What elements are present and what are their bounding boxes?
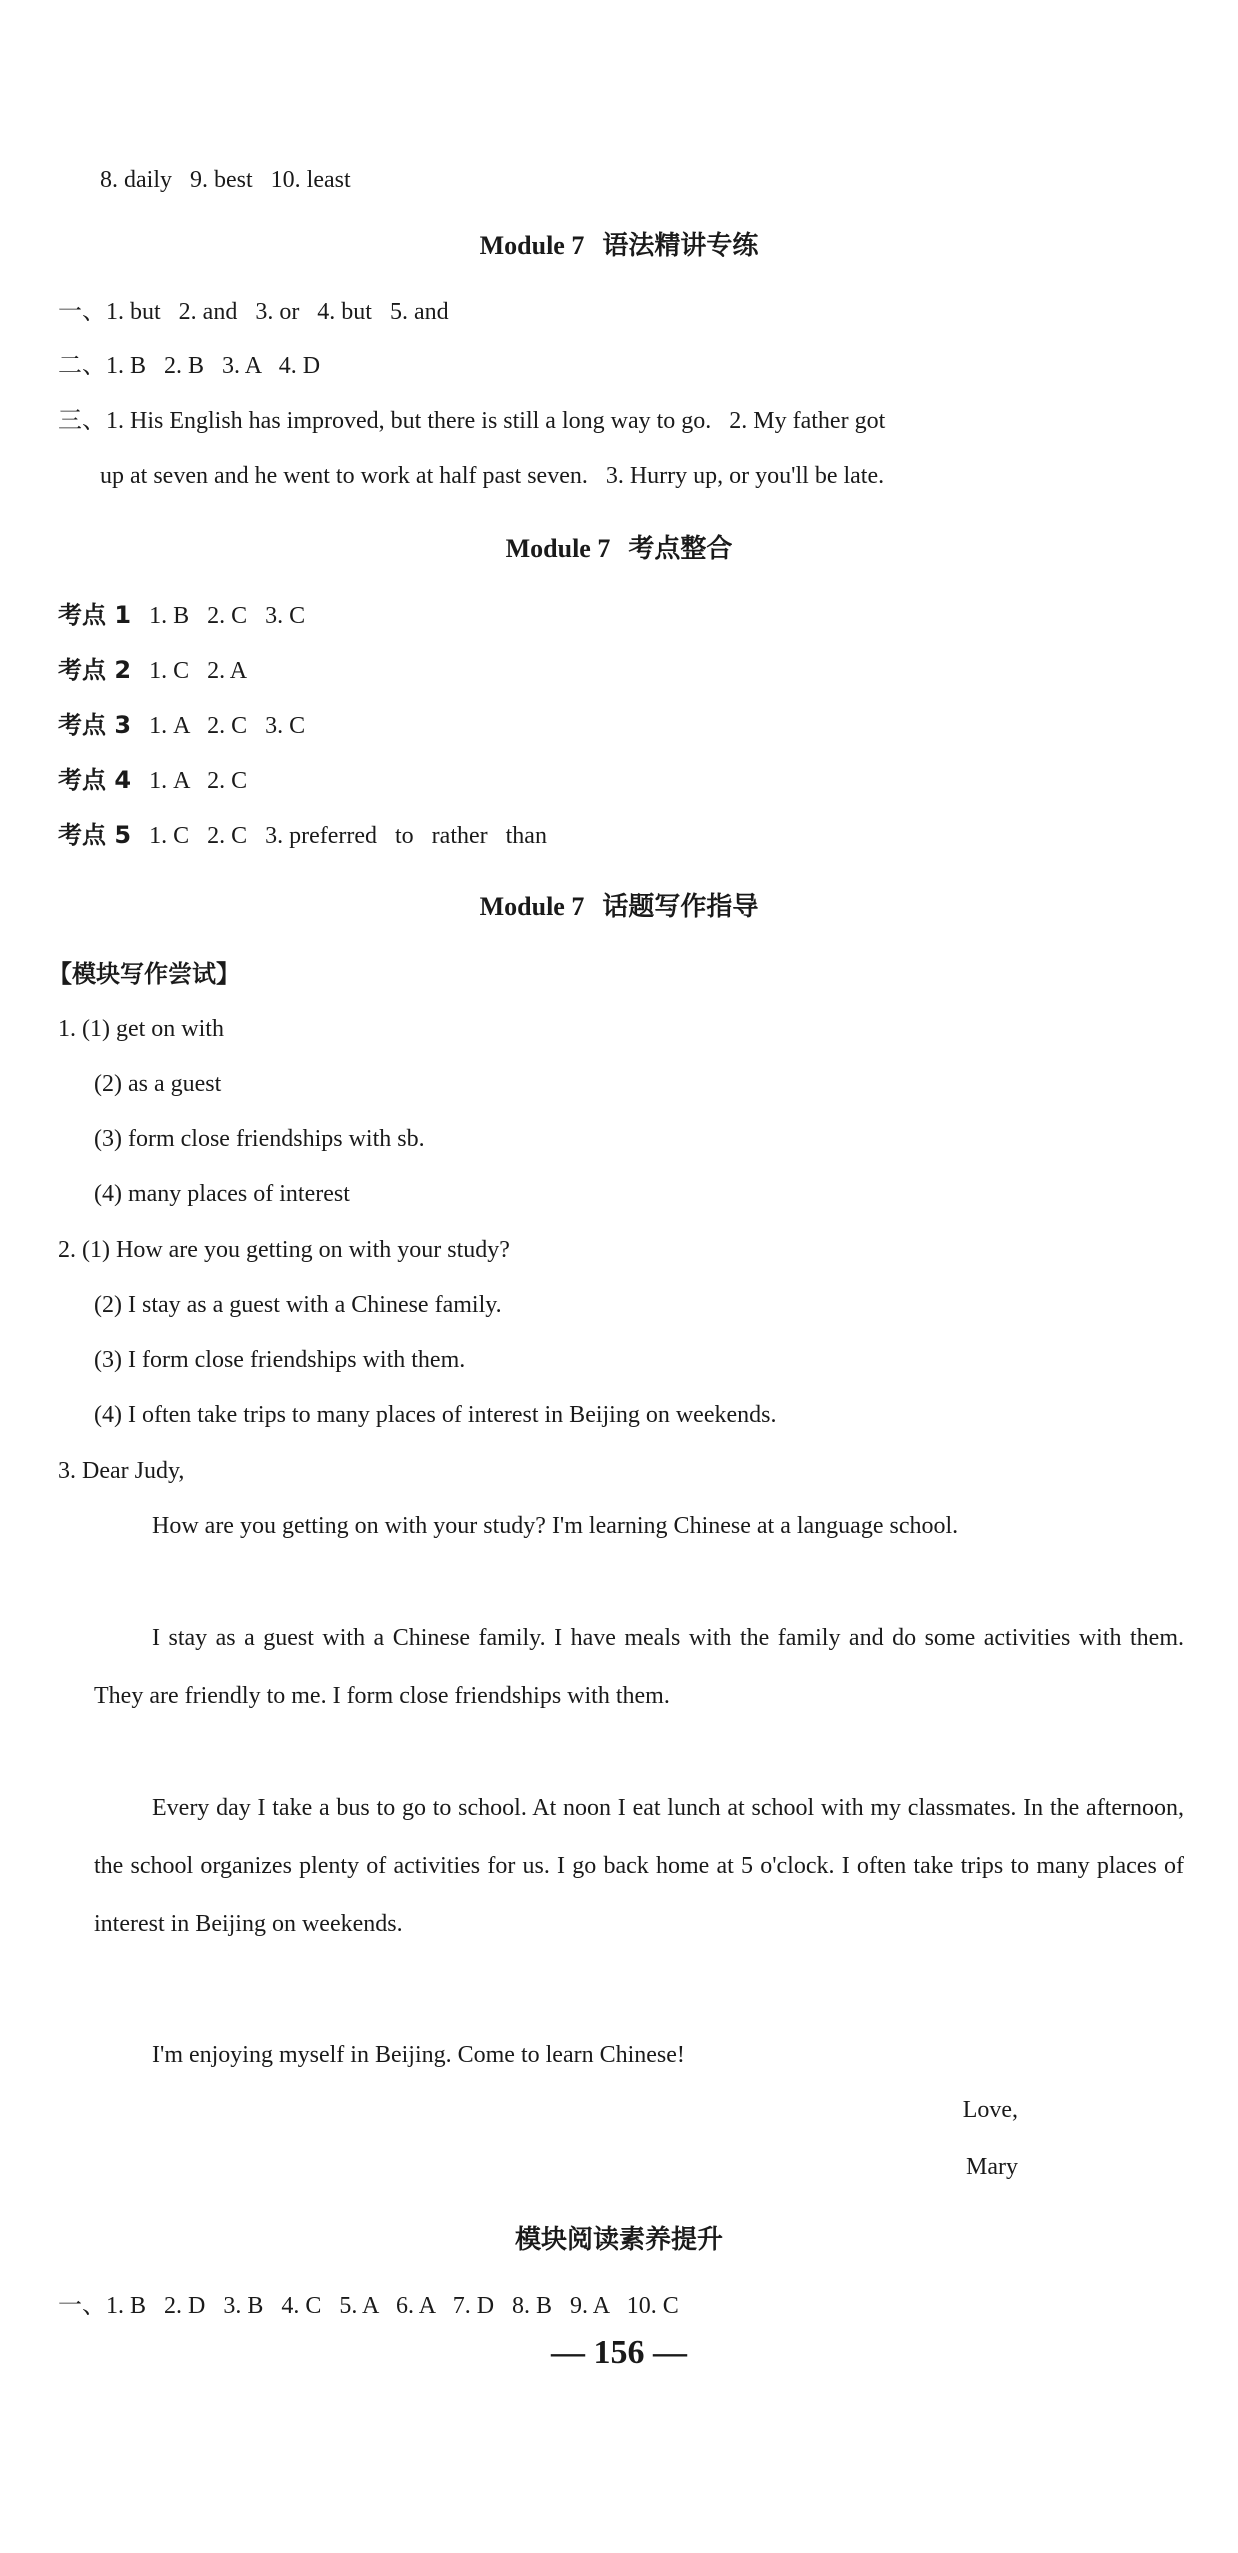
module-label: Module 7 (479, 892, 585, 921)
letter-paragraph: How are you getting on with your study? I'm learning Chinese at a language school. (152, 1513, 959, 1539)
keypoint-row (58, 599, 305, 632)
reading-answer-line: 一、1. B 2. D 3. B 4. C 5. A 6. A 7. D 8. B 9. A 10. C (58, 2293, 679, 2319)
section-heading-keypoints (0, 532, 1238, 566)
keypoint-answers: 1. C 2. C 3. preferred to rather than (149, 823, 547, 849)
keypoint-answers: 1. A 2. C (149, 768, 248, 794)
letter-paragraph: I'm enjoying myself in Beijing. Come to learn Chinese! (152, 2042, 685, 2068)
keypoint-row (58, 819, 547, 852)
letter-greeting: 3. Dear Judy, (58, 1458, 185, 1484)
q2-line: (2) I stay as a guest with a Chinese family. (94, 1292, 502, 1318)
keypoint-row (58, 709, 305, 742)
section-heading-grammar (0, 229, 1238, 263)
keypoint-label: 考点 5 (58, 821, 132, 849)
q2-line: 2. (1) How are you getting on with your study? (58, 1237, 510, 1263)
section-heading-writing (0, 890, 1238, 924)
section-title: 考点整合 (628, 534, 733, 564)
section-title: 模块阅读素养提升 (514, 2225, 723, 2255)
answer-line: 一、1. but 2. and 3. or 4. but 5. and (58, 299, 449, 325)
module-label: Module 7 (505, 534, 611, 563)
q1-line: 1. (1) get on with (58, 1016, 224, 1042)
q1-line: (2) as a guest (94, 1071, 222, 1097)
answer-line: up at seven and he went to work at half past seven. 3. Hurry up, or you'll be late. (100, 463, 885, 489)
answer-line-top: 8. daily 9. best 10. least (100, 167, 351, 193)
keypoint-row (58, 654, 247, 687)
keypoint-label: 考点 2 (58, 656, 132, 684)
page-number: — 156 — (551, 2334, 687, 2371)
letter-paragraph: I stay as a guest with a Chinese family. I have meals with the family and do some activities with them. They are friendly to me. I form close friendships with them. (94, 1625, 1184, 1709)
keypoint-answers: 1. C 2. A (149, 658, 248, 684)
letter-closing: Love, (962, 2097, 1018, 2123)
keypoint-row (58, 764, 247, 797)
keypoint-label: 考点 4 (58, 766, 132, 794)
answer-line: 二、1. B 2. B 3. A 4. D (58, 353, 321, 379)
section-title: 语法精讲专练 (602, 231, 759, 261)
q2-line: (3) I form close friendships with them. (94, 1347, 466, 1373)
keypoint-label: 考点 3 (58, 711, 132, 739)
letter-paragraph: Every day I take a bus to go to school. At noon I eat lunch at school with my classmates. In the afternoon, the school organizes plenty of activities for us. I go back home at 5 o'clock. I often take trips to many places of interest in Beijing on weekends. (94, 1795, 1184, 1937)
keypoint-answers: 1. B 2. C 3. C (149, 603, 306, 629)
module-label: Module 7 (479, 231, 585, 260)
keypoint-answers: 1. A 2. C 3. C (149, 713, 306, 739)
q2-line: (4) I often take trips to many places of interest in Beijing on weekends. (94, 1402, 777, 1428)
answer-line: 三、1. His English has improved, but there is still a long way to go. 2. My father got (58, 408, 886, 434)
q1-line: (4) many places of interest (94, 1181, 350, 1207)
q1-line: (3) form close friendships with sb. (94, 1126, 425, 1152)
keypoint-label: 考点 1 (58, 601, 132, 629)
section-title: 话题写作指导 (602, 892, 759, 922)
letter-signature: Mary (966, 2154, 1018, 2180)
section-heading-reading (0, 2223, 1238, 2257)
writing-attempt-title: 【模块写作尝试】 (48, 960, 240, 988)
